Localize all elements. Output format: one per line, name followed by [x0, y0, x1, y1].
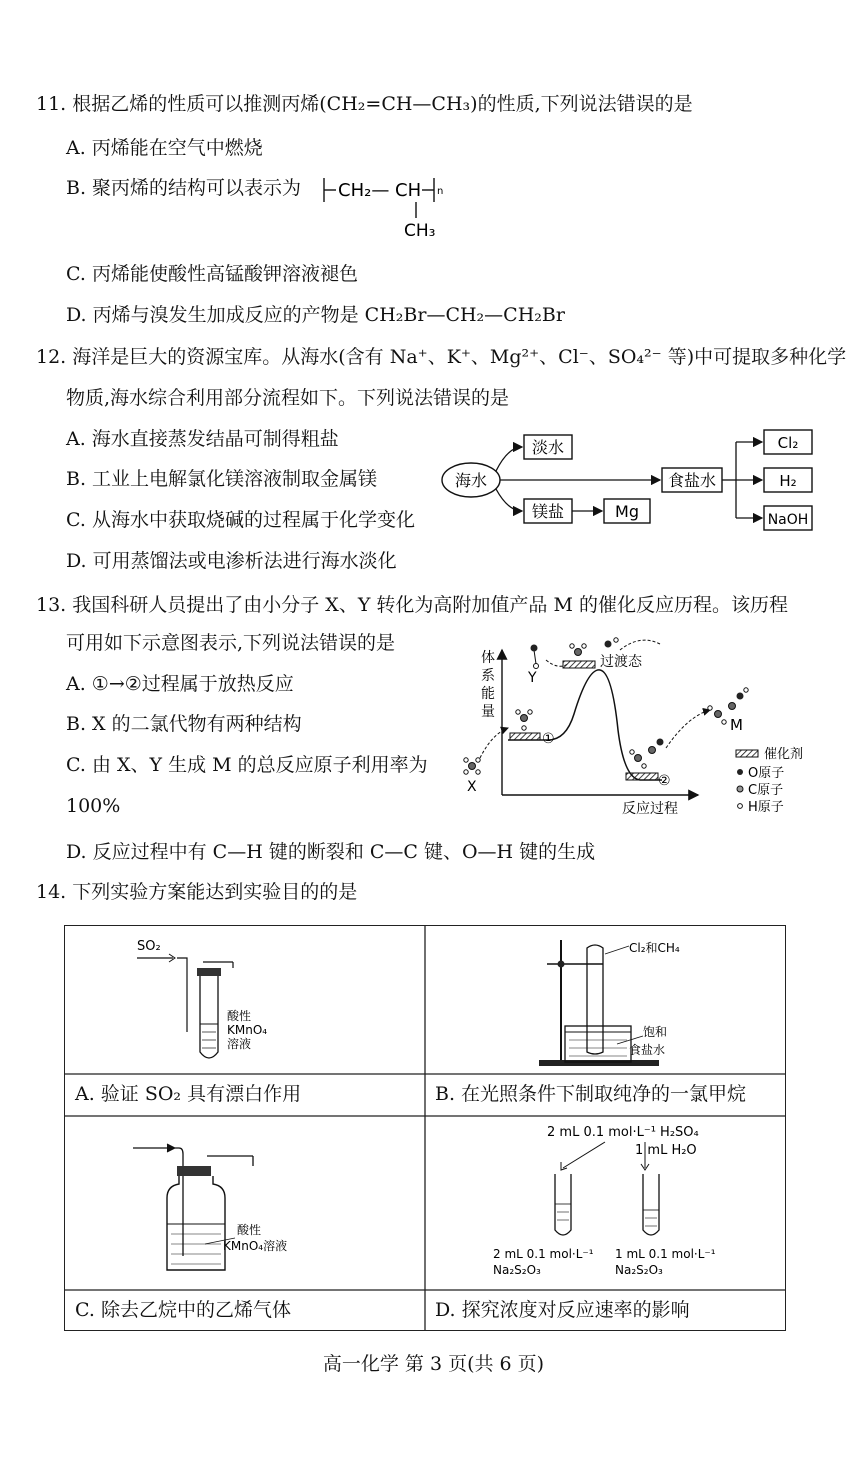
q13-option-a: A. ①→②过程属于放热反应 [66, 673, 294, 695]
flow-seawater: 海水 [454, 471, 488, 490]
flow-naoh: NaOH [767, 512, 809, 528]
q13-stem-2: 可用如下示意图表示,下列说法错误的是 [66, 632, 396, 654]
molecule-intermediate-1 [516, 710, 532, 730]
option-d-caption: D. 探究浓度对反应速率的影响 [435, 1299, 690, 1321]
apparatus-d-top-2: 1 mL H₂O [635, 1143, 697, 1158]
q11-option-d: D. 丙烯与溴发生加成反应的产物是 CH₂Br—CH₂—CH₂Br [66, 304, 565, 326]
diagram-x-label: X [467, 779, 477, 795]
experiment-table [64, 925, 786, 1331]
apparatus-a [127, 932, 307, 1072]
q11-stem-formula: CH₂=CH—CH₃ [326, 93, 471, 115]
option-c-caption: C. 除去乙烷中的乙烯气体 [75, 1299, 291, 1321]
q12-option-b: B. 工业上电解氯化镁溶液制取金属镁 [66, 468, 378, 490]
q11-b-n: n [437, 186, 444, 197]
q11-option-c: C. 丙烯能使酸性高锰酸钾溶液褪色 [66, 263, 358, 285]
q11-b-chain: CH₂— CH [338, 180, 422, 201]
q12-option-c: C. 从海水中获取烧碱的过程属于化学变化 [66, 509, 415, 531]
diagram-ylabel-3: 能 [481, 686, 495, 702]
flow-cl2: Cl₂ [777, 434, 799, 452]
diagram-y-label: Y [528, 670, 537, 686]
option-a-caption: A. 验证 SO₂ 具有漂白作用 [75, 1083, 302, 1105]
diagram-ylabel-2: 系 [481, 668, 495, 684]
legend-c-atom: C原子 [748, 783, 784, 798]
q11-b-branch: CH₃ [404, 221, 436, 241]
q13-stem-1: 13. 我国科研人员提出了由小分子 X、Y 转化为高附加值产品 M 的催化反应历程。该历程 [36, 594, 788, 616]
q11-stem [36, 92, 693, 116]
flow-mg: Mg [615, 502, 639, 521]
apparatus-d-bottom-1a: 2 mL 0.1 mol·L⁻¹ [493, 1247, 594, 1261]
apparatus-b [525, 932, 765, 1072]
apparatus-a-sol-2: KMnO₄ [227, 1023, 268, 1037]
apparatus-c-sol-1: 酸性 [237, 1223, 262, 1237]
apparatus-a-sol-3: 溶液 [227, 1037, 252, 1051]
apparatus-c-sol-2: KMnO₄溶液 [223, 1239, 288, 1253]
apparatus-c [127, 1126, 367, 1286]
q11-stem-a: 11. 根据乙烯的性质可以推测丙烯( [36, 93, 327, 115]
apparatus-d [435, 1120, 783, 1288]
q12-option-d: D. 可用蒸馏法或电渗析法进行海水淡化 [66, 550, 397, 572]
molecule-x [464, 758, 480, 774]
q11-stem-b: )的性质,下列说法错误的是 [470, 93, 693, 115]
q14-stem: 14. 下列实验方案能达到实验目的的是 [36, 881, 358, 903]
diagram-m-label: M [730, 716, 743, 734]
q13-option-c-line1: C. 由 X、Y 生成 M 的总反应原子利用率为 [66, 754, 428, 776]
apparatus-b-sol-1: 饱和 [643, 1025, 668, 1039]
apparatus-b-gas: Cl₂和CH₄ [629, 941, 680, 955]
diagram-state-1: ① [542, 731, 555, 747]
seawater-flow-diagram [438, 424, 818, 536]
apparatus-a-sol-1: 酸性 [227, 1009, 252, 1023]
q12-stem-1: 12. 海洋是巨大的资源宝库。从海水(含有 Na⁺、K⁺、Mg²⁺、Cl⁻、SO₄²⁻ 等)中可提取多种化学 [36, 346, 847, 368]
q13-option-b: B. X 的二氯代物有两种结构 [66, 713, 302, 735]
q13-option-c-line2: 100% [66, 795, 121, 817]
diagram-state-2: ② [658, 773, 671, 789]
q11-option-b [66, 176, 301, 200]
apparatus-d-bottom-1b: Na₂S₂O₃ [493, 1263, 541, 1277]
q13-option-d: D. 反应过程中有 C—H 键的断裂和 C—C 键、O—H 键的生成 [66, 841, 596, 863]
apparatus-d-bottom-2a: 1 mL 0.1 mol·L⁻¹ [615, 1247, 716, 1261]
molecule-y [531, 645, 539, 669]
diagram-ylabel-4: 量 [481, 704, 495, 720]
polypropylene-structure [318, 168, 458, 244]
energy-profile-diagram [448, 630, 848, 820]
legend-o-atom: O原子 [748, 766, 785, 781]
apparatus-d-top-1: 2 mL 0.1 mol·L⁻¹ H₂SO₄ [547, 1125, 699, 1140]
diagram-xlabel: 反应过程 [622, 801, 678, 817]
flow-brine: 食盐水 [667, 471, 717, 490]
page-footer: 高一化学 第 3 页(共 6 页) [322, 1353, 545, 1375]
diagram-ts-label: 过渡态 [600, 654, 642, 670]
q12-stem-2: 物质,海水综合利用部分流程如下。下列说法错误的是 [66, 387, 510, 409]
molecule-ts [570, 638, 618, 656]
flow-mg-salt: 镁盐 [531, 502, 565, 521]
molecule-intermediate-2 [630, 739, 664, 769]
legend-h-atom: H原子 [748, 800, 784, 815]
q12-option-a: A. 海水直接蒸发结晶可制得粗盐 [66, 428, 339, 450]
diagram-ylabel-1: 体 [481, 650, 495, 666]
legend-catalyst: 催化剂 [764, 747, 804, 762]
apparatus-b-sol-2: 食盐水 [629, 1043, 666, 1057]
flow-h2: H₂ [779, 472, 797, 490]
flow-fresh-water: 淡水 [531, 438, 565, 457]
q11-option-a: A. 丙烯能在空气中燃烧 [66, 137, 263, 159]
q11-option-b-text: B. 聚丙烯的结构可以表示为 [66, 177, 302, 199]
apparatus-a-gas: SO₂ [137, 939, 161, 954]
apparatus-d-bottom-2b: Na₂S₂O₃ [615, 1263, 663, 1277]
option-b-caption: B. 在光照条件下制取纯净的一氯甲烷 [435, 1083, 747, 1105]
